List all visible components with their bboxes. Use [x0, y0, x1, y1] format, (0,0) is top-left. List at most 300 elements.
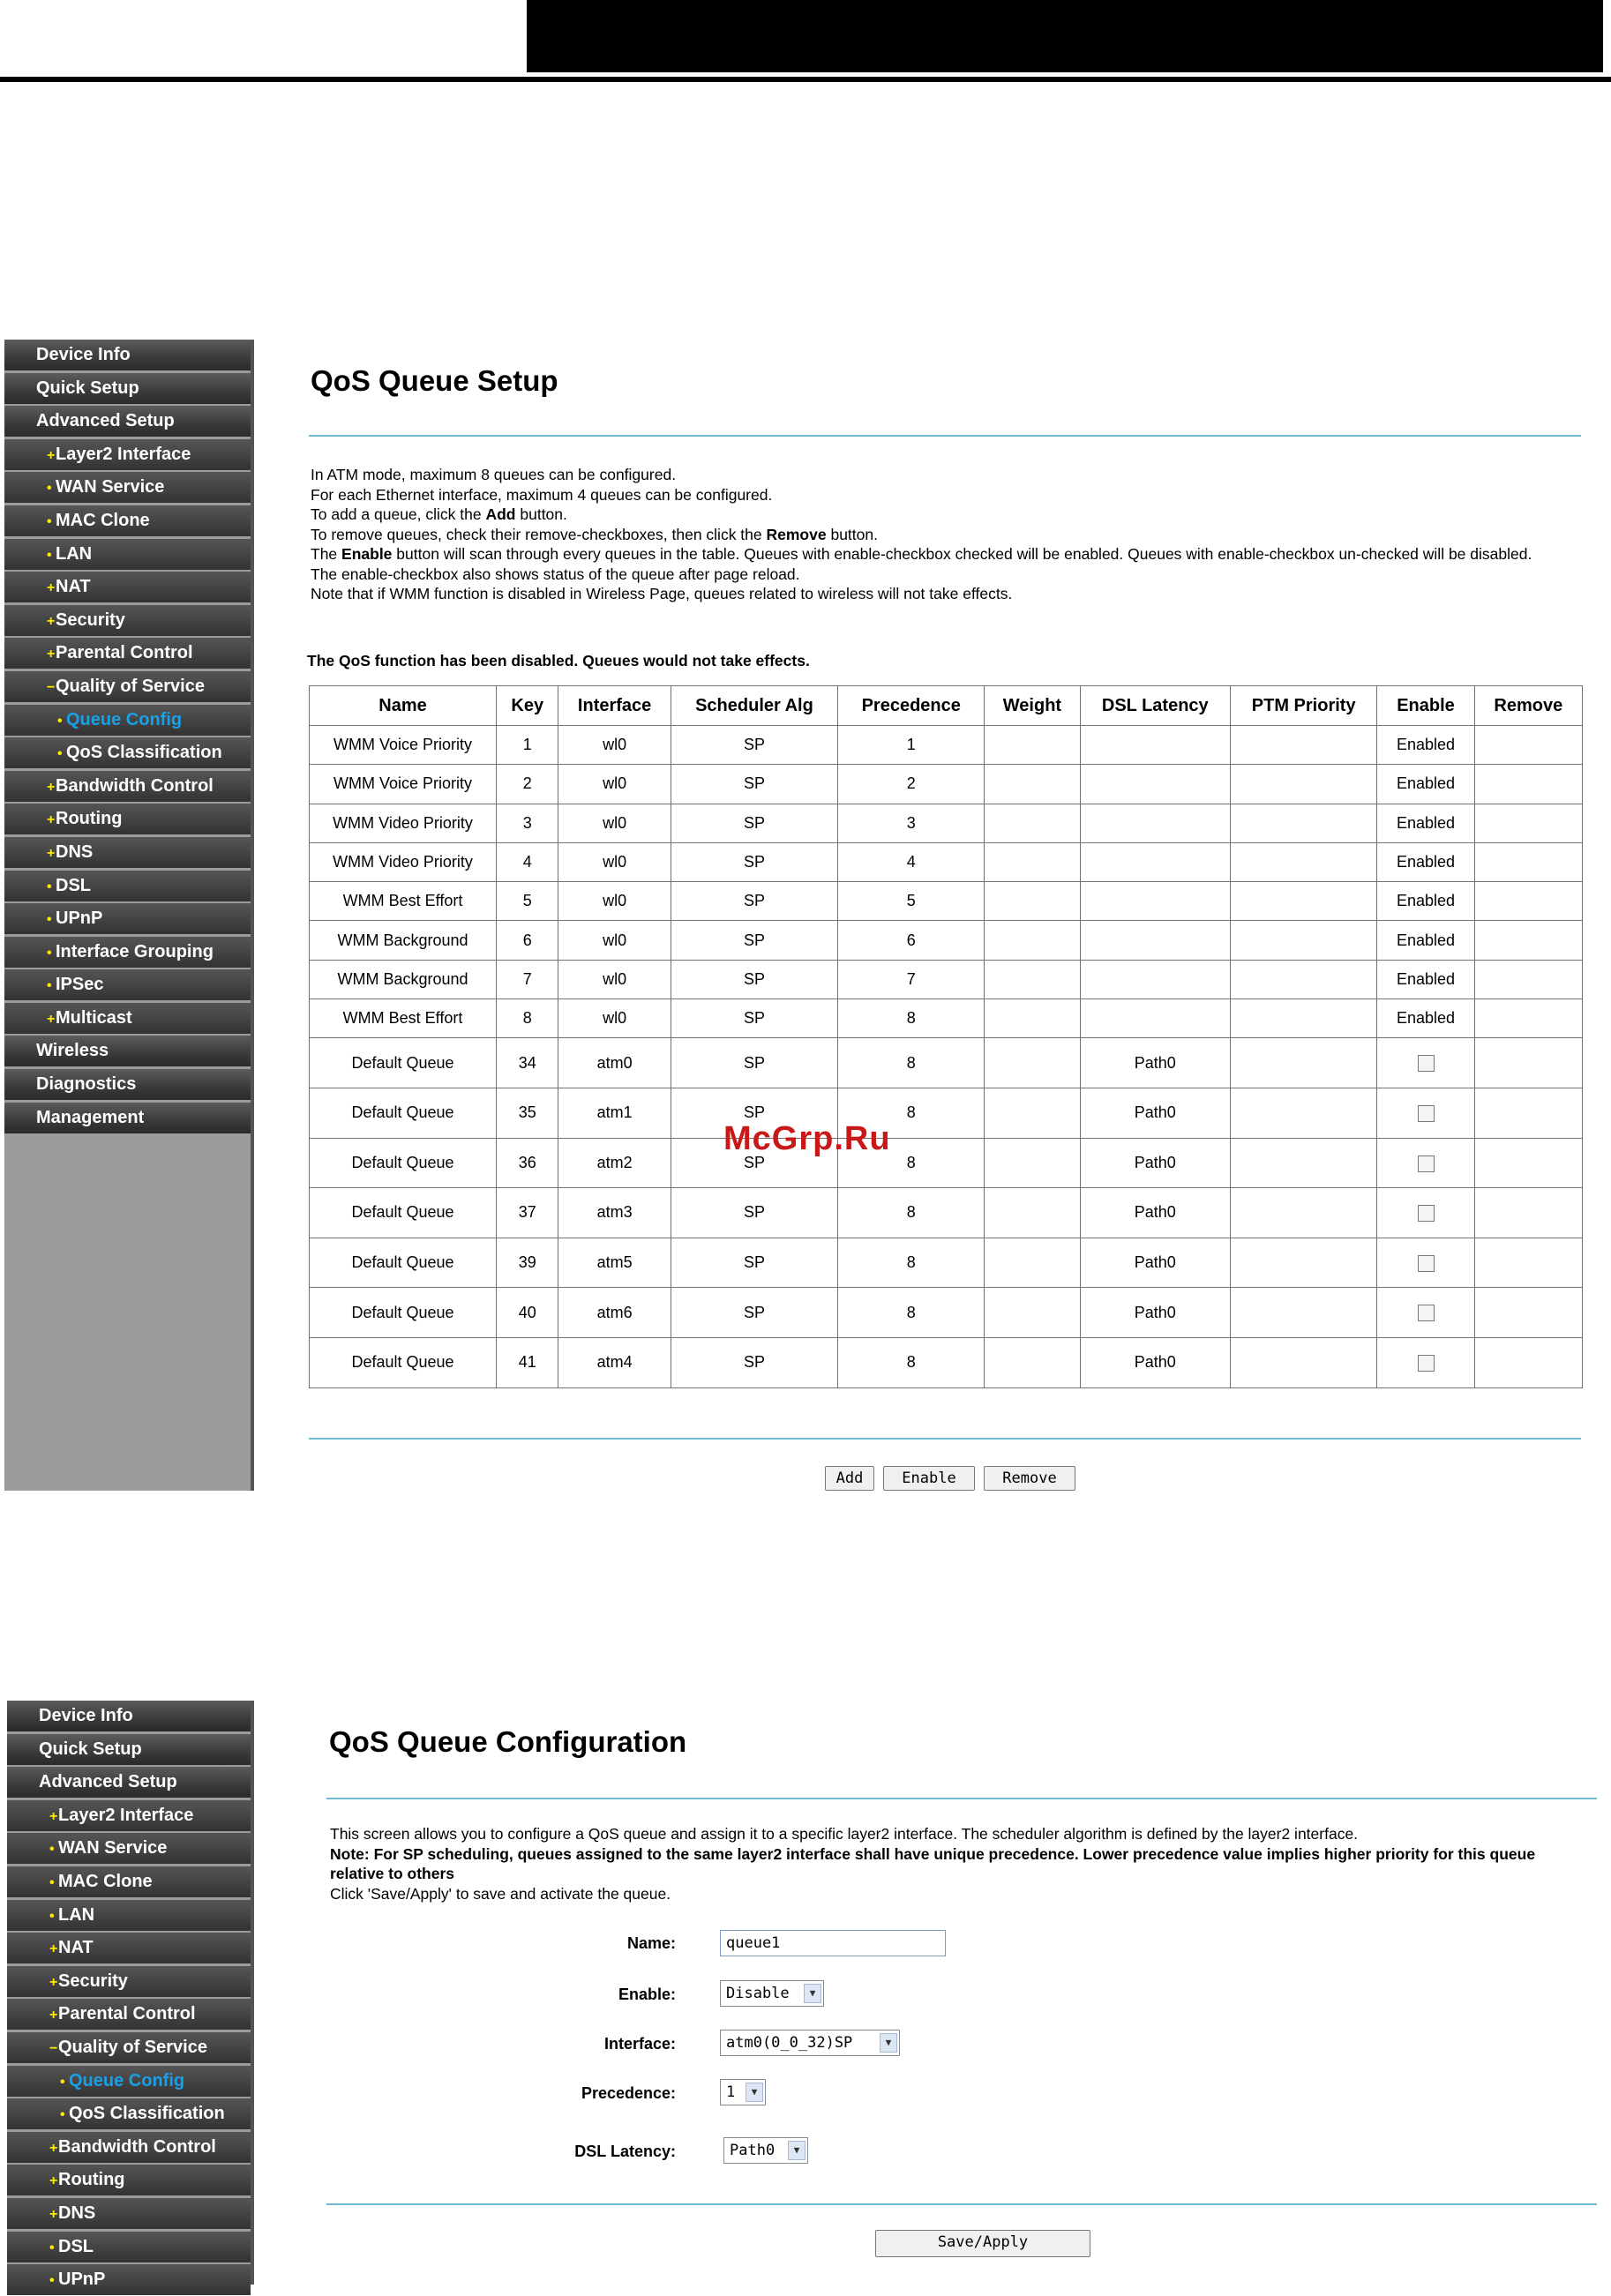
table-cell-prec: 7 [838, 960, 985, 998]
expand-icon: + [47, 1011, 56, 1027]
column-header: Enable [1377, 686, 1474, 726]
desc-text: button will scan through every queues in the table. Queues with enable-checkbox checked will be enabled. Queues with enable-checkbox un-checked will be disabled. [392, 545, 1532, 563]
table-cell-name: WMM Video Priority [310, 804, 497, 842]
table-cell-prec: 8 [838, 1138, 985, 1188]
sidebar-item-wan-service[interactable] [4, 472, 251, 503]
desc-line: In ATM mode, maximum 8 queues can be configured. [311, 466, 677, 483]
table-cell-ptm [1230, 1288, 1376, 1338]
table-cell-prec: 3 [838, 804, 985, 842]
sidebar-item-bandwidth-control[interactable] [4, 771, 251, 802]
sidebar-item-dsl[interactable] [7, 2232, 251, 2262]
table-cell-lat: Path0 [1080, 1337, 1230, 1387]
table-cell-lat: Path0 [1080, 1188, 1230, 1238]
sidebar-item-qos-classification[interactable] [4, 737, 251, 768]
sidebar-item-device-info[interactable] [7, 1701, 251, 1731]
enable-checkbox[interactable] [1418, 1305, 1435, 1321]
sidebar-item-upnp[interactable] [4, 903, 251, 934]
table-cell-prec: 5 [838, 882, 985, 921]
table-cell-name: Default Queue [310, 1288, 497, 1338]
table-cell-key: 8 [497, 999, 558, 1038]
table-cell-alg: SP [671, 842, 837, 881]
table-cell-name: WMM Background [310, 960, 497, 998]
table-cell-enable [1377, 1138, 1474, 1188]
table-cell-alg: SP [671, 804, 837, 842]
table-cell-alg: SP [671, 960, 837, 998]
qos-queue-setup-screen [4, 340, 1611, 1491]
table-cell-lat [1080, 804, 1230, 842]
bullet-icon: • [47, 978, 52, 994]
desc-line [311, 544, 1581, 565]
sidebar-item-label: Advanced Setup [36, 411, 175, 431]
table-cell-iface: wl0 [558, 960, 671, 998]
main-content [254, 340, 1611, 1491]
table-cell-weight [985, 1238, 1080, 1288]
table-cell-enable: Enabled [1377, 765, 1474, 804]
table-cell-key: 6 [497, 921, 558, 960]
table-cell-alg: SP [671, 726, 837, 765]
table-cell-remove [1474, 1088, 1582, 1138]
page-title: QoS Queue Configuration [329, 1725, 687, 1758]
sidebar-item-label: Bandwidth Control [56, 775, 214, 796]
sidebar-item-parental-control[interactable] [4, 638, 251, 669]
sidebar-item-label: Parental Control [58, 2004, 196, 2024]
table-cell-weight [985, 999, 1080, 1038]
table-row [310, 1288, 1583, 1338]
table-row [310, 842, 1583, 881]
sidebar-item-bandwidth-control[interactable] [7, 2132, 251, 2163]
table-cell-ptm [1230, 921, 1376, 960]
table-cell-key: 34 [497, 1038, 558, 1088]
table-cell-weight [985, 882, 1080, 921]
table-cell-key: 37 [497, 1188, 558, 1238]
desc-line: For each Ethernet interface, maximum 4 queues can be configured. [311, 485, 773, 504]
desc-text: To remove queues, check their remove-checkboxes, then click the [311, 525, 767, 543]
table-cell-key: 39 [497, 1238, 558, 1288]
table-cell-remove [1474, 882, 1582, 921]
dsl-latency-select[interactable] [723, 2137, 808, 2164]
expand-icon: + [49, 2140, 58, 2156]
table-cell-enable [1377, 1337, 1474, 1387]
expand-icon: + [47, 845, 56, 861]
table-cell-weight [985, 1288, 1080, 1338]
name-label: Name: [626, 1934, 676, 1952]
sidebar-item-dns[interactable] [4, 837, 251, 868]
table-cell-name: Default Queue [310, 1088, 497, 1138]
table-cell-weight [985, 1038, 1080, 1088]
desc-line: The enable-checkbox also shows status of the queue after page reload. [311, 565, 800, 583]
table-cell-name: Default Queue [310, 1238, 497, 1288]
table-cell-enable [1377, 1038, 1474, 1088]
bullet-icon: • [49, 1908, 55, 1924]
bullet-icon: • [49, 2273, 55, 2289]
sidebar-item-qos-classification[interactable] [7, 2098, 251, 2129]
chevron-down-icon: ▼ [804, 1984, 821, 2003]
table-cell-enable [1377, 1238, 1474, 1288]
bullet-icon: • [57, 746, 63, 762]
column-header: Name [310, 686, 497, 726]
precedence-value: 1 [726, 2083, 736, 2101]
table-cell-enable: Enabled [1377, 960, 1474, 998]
add-button[interactable]: Add [825, 1466, 874, 1491]
table-cell-iface: atm6 [558, 1288, 671, 1338]
desc-text: Remove [766, 525, 827, 543]
enable-checkbox[interactable] [1418, 1155, 1435, 1172]
table-row [310, 765, 1583, 804]
column-header: PTM Priority [1230, 686, 1376, 726]
table-cell-alg: SP [671, 1038, 837, 1088]
desc-text: Enable [341, 545, 393, 563]
sidebar-item-label: MAC Clone [56, 510, 150, 530]
table-cell-prec: 8 [838, 1288, 985, 1338]
sidebar-item-wireless[interactable] [4, 1036, 251, 1066]
table-cell-prec: 8 [838, 999, 985, 1038]
sidebar-item-advanced-setup[interactable] [4, 406, 251, 437]
sidebar-item-mac-clone[interactable] [4, 505, 251, 536]
table-cell-name: WMM Best Effort [310, 882, 497, 921]
table-cell-ptm [1230, 1238, 1376, 1288]
bullet-icon: • [47, 879, 52, 894]
bullet-icon: • [60, 2107, 65, 2123]
desc-text: button. [826, 525, 878, 543]
table-cell-name: Default Queue [310, 1337, 497, 1387]
table-cell-key: 2 [497, 765, 558, 804]
table-cell-enable: Enabled [1377, 842, 1474, 881]
enable-checkbox[interactable] [1418, 1105, 1435, 1122]
table-cell-prec: 8 [838, 1337, 985, 1387]
column-header: DSL Latency [1080, 686, 1230, 726]
table-cell-ptm [1230, 999, 1376, 1038]
sidebar-item-label: DNS [56, 841, 94, 862]
chevron-down-icon: ▼ [746, 2083, 763, 2102]
sidebar-item-label: Security [56, 610, 125, 630]
table-cell-key: 36 [497, 1138, 558, 1188]
enable-select[interactable] [720, 1980, 824, 2007]
bullet-icon: • [49, 2240, 55, 2255]
sidebar-item-ipsec[interactable] [4, 969, 251, 1000]
table-cell-ptm [1230, 882, 1376, 921]
sidebar-item-label: Security [58, 1971, 128, 1991]
name-input[interactable]: queue1 [720, 1930, 946, 1956]
sidebar-item-dns[interactable] [7, 2198, 251, 2229]
collapse-icon: − [47, 679, 56, 695]
table-cell-alg: SP [671, 1288, 837, 1338]
sidebar-item-label: DNS [58, 2203, 96, 2223]
table-cell-iface: atm3 [558, 1188, 671, 1238]
sidebar-item-diagnostics[interactable] [4, 1069, 251, 1100]
expand-icon: + [47, 613, 56, 629]
table-row [310, 999, 1583, 1038]
qos-queue-config-screen [7, 1701, 1611, 2290]
enable-label: Enable: [618, 1986, 676, 2003]
expand-icon: + [49, 2173, 58, 2189]
sidebar-item-label: Quality of Service [56, 676, 205, 696]
table-cell-prec: 6 [838, 921, 985, 960]
sidebar-item-nat[interactable] [7, 1933, 251, 1963]
bullet-icon: • [49, 1874, 55, 1890]
table-cell-weight [985, 726, 1080, 765]
sidebar-item-lan[interactable] [4, 539, 251, 570]
sidebar-item-label: DSL [56, 875, 91, 895]
expand-icon: + [47, 779, 56, 795]
table-cell-remove [1474, 804, 1582, 842]
dsl-latency-value: Path0 [730, 2142, 776, 2159]
precedence-label: Precedence: [581, 2084, 676, 2102]
sidebar-item-wan-service[interactable] [7, 1833, 251, 1864]
sidebar-item-nat[interactable] [4, 572, 251, 602]
table-cell-remove [1474, 921, 1582, 960]
collapse-icon: − [49, 2040, 58, 2056]
enable-checkbox[interactable] [1418, 1055, 1435, 1072]
table-row [310, 1238, 1583, 1288]
table-cell-key: 1 [497, 726, 558, 765]
table-cell-remove [1474, 1337, 1582, 1387]
sidebar-item-quick-setup[interactable] [7, 1734, 251, 1765]
table-cell-enable: Enabled [1377, 804, 1474, 842]
sidebar-item-label: Quick Setup [36, 378, 139, 398]
sidebar-item-label: DSL [58, 2236, 94, 2256]
table-cell-name: WMM Best Effort [310, 999, 497, 1038]
table-cell-lat [1080, 921, 1230, 960]
table-cell-weight [985, 804, 1080, 842]
bottom-rule [326, 2203, 1597, 2205]
table-cell-prec: 4 [838, 842, 985, 881]
table-cell-lat: Path0 [1080, 1238, 1230, 1288]
note-text: Note: For SP scheduling, queues assigned to the same layer2 interface shall have unique precedence. Lower precedence value implies higher priority for this queue relative to others [330, 1844, 1536, 1882]
expand-icon: + [47, 812, 56, 828]
sidebar-item-multicast[interactable] [4, 1003, 251, 1034]
sidebar-item-label: LAN [58, 1904, 95, 1925]
expand-icon: + [47, 580, 56, 596]
table-cell-remove [1474, 999, 1582, 1038]
table-cell-ptm [1230, 765, 1376, 804]
table-cell-iface: wl0 [558, 765, 671, 804]
table-cell-name: Default Queue [310, 1038, 497, 1088]
sidebar-item-layer2-interface[interactable] [7, 1800, 251, 1831]
table-cell-remove [1474, 765, 1582, 804]
table-cell-prec: 2 [838, 765, 985, 804]
table-cell-weight [985, 842, 1080, 881]
expand-icon: + [47, 647, 56, 662]
table-cell-alg: SP [671, 1088, 837, 1138]
desc-text: button. [515, 505, 567, 523]
table-cell-remove [1474, 1188, 1582, 1238]
table-cell-alg: SP [671, 999, 837, 1038]
table-cell-name: WMM Voice Priority [310, 765, 497, 804]
sidebar-item-lan[interactable] [7, 1900, 251, 1931]
table-cell-ptm [1230, 1188, 1376, 1238]
sidebar-item-label: UPnP [58, 2270, 106, 2290]
table-cell-enable: Enabled [1377, 921, 1474, 960]
table-cell-key: 41 [497, 1337, 558, 1387]
table-cell-iface: wl0 [558, 842, 671, 881]
sidebar-item-device-info[interactable] [4, 340, 251, 370]
remove-button[interactable]: Remove [984, 1466, 1075, 1491]
column-header: Remove [1474, 686, 1582, 726]
sidebar-item-advanced-setup[interactable] [7, 1767, 251, 1798]
table-cell-ptm [1230, 842, 1376, 881]
desc-text: Add [485, 505, 516, 523]
table-cell-enable [1377, 1188, 1474, 1238]
sidebar-item-queue-config[interactable] [4, 705, 251, 736]
main-content [254, 1701, 1611, 2285]
click-text: Click 'Save/Apply' to save and activate the queue. [330, 1884, 671, 1903]
desc-text: To add a queue, click the [311, 505, 486, 523]
table-cell-iface: atm2 [558, 1138, 671, 1188]
table-cell-iface: wl0 [558, 921, 671, 960]
bullet-icon: • [49, 1842, 55, 1858]
sidebar-item-layer2-interface[interactable] [4, 439, 251, 470]
title-rule [326, 1798, 1597, 1799]
table-cell-alg: SP [671, 882, 837, 921]
table-row [310, 1188, 1583, 1238]
table-cell-iface: atm0 [558, 1038, 671, 1088]
sidebar-item-label: Device Info [36, 345, 131, 364]
precedence-select[interactable] [720, 2079, 766, 2105]
table-row [310, 1337, 1583, 1387]
table-cell-remove [1474, 1138, 1582, 1188]
sidebar-item-quality-of-service[interactable] [7, 2032, 251, 2063]
column-header: Weight [985, 686, 1080, 726]
table-cell-enable [1377, 1288, 1474, 1338]
table-cell-lat [1080, 765, 1230, 804]
sidebar-item-security[interactable] [4, 605, 251, 636]
title-rule [309, 435, 1581, 437]
table-row [310, 882, 1583, 921]
sidebar-item-routing[interactable] [4, 804, 251, 834]
expand-icon: + [49, 1974, 58, 1990]
bullet-icon: • [57, 713, 63, 729]
table-row [310, 1038, 1583, 1088]
bullet-icon: • [47, 547, 52, 563]
table-cell-lat: Path0 [1080, 1038, 1230, 1088]
enable-checkbox[interactable] [1418, 1205, 1435, 1222]
table-cell-lat [1080, 960, 1230, 998]
sidebar-item-label: MAC Clone [58, 1871, 153, 1891]
interface-select[interactable] [720, 2030, 900, 2056]
table-cell-prec: 1 [838, 726, 985, 765]
sidebar-item-dsl[interactable] [4, 871, 251, 901]
sidebar-item-quality-of-service[interactable] [4, 671, 251, 702]
table-cell-lat [1080, 726, 1230, 765]
table-cell-remove [1474, 1038, 1582, 1088]
table-cell-weight [985, 1337, 1080, 1387]
enable-value: Disable [726, 1985, 790, 2002]
table-row [310, 921, 1583, 960]
sidebar-item-security[interactable] [7, 1966, 251, 1997]
table-row [310, 1088, 1583, 1138]
chevron-down-icon: ▼ [788, 2141, 806, 2160]
column-header: Scheduler Alg [671, 686, 837, 726]
table-cell-prec: 8 [838, 1088, 985, 1138]
table-cell-ptm [1230, 1088, 1376, 1138]
table-cell-weight [985, 1138, 1080, 1188]
table-cell-weight [985, 765, 1080, 804]
table-cell-key: 4 [497, 842, 558, 881]
interface-label: Interface: [603, 2035, 676, 2053]
enable-checkbox[interactable] [1418, 1255, 1435, 1272]
table-cell-name: WMM Background [310, 921, 497, 960]
table-cell-iface: atm1 [558, 1088, 671, 1138]
expand-icon: + [49, 1941, 58, 1957]
sidebar-item-label: NAT [56, 577, 91, 597]
sidebar-item-upnp[interactable] [7, 2264, 251, 2295]
sidebar-item-label: Multicast [56, 1007, 132, 1028]
table-cell-remove [1474, 1238, 1582, 1288]
bullet-icon: • [47, 513, 52, 529]
bullet-icon: • [47, 912, 52, 928]
sidebar-item-routing[interactable] [7, 2165, 251, 2195]
sidebar-item-label: Bandwidth Control [58, 2136, 216, 2157]
desc-line [311, 525, 1581, 545]
table-cell-ptm [1230, 1038, 1376, 1088]
desc-text: The [311, 545, 342, 563]
sidebar-item-management[interactable] [4, 1103, 251, 1133]
sidebar-nav [7, 1701, 254, 2290]
header-black-bar [527, 0, 1603, 72]
qos-disabled-warning: The QoS function has been disabled. Queues would not take effects. [307, 652, 810, 669]
table-cell-remove [1474, 1288, 1582, 1338]
sidebar-item-label: Diagnostics [36, 1074, 137, 1095]
sidebar-item-label: Management [36, 1107, 145, 1127]
intro-text: This screen allows you to configure a QoS queue and assign it to a specific layer2 interface. The scheduler algorithm is defined by the layer2 interface. [330, 1825, 1359, 1843]
table-cell-ptm [1230, 726, 1376, 765]
table-cell-iface: atm5 [558, 1238, 671, 1288]
sidebar-item-label: Wireless [36, 1041, 109, 1061]
sidebar-item-label: QoS Classification [69, 2104, 225, 2124]
sidebar-item-label: Routing [56, 809, 123, 829]
sidebar-item-label: WAN Service [56, 477, 165, 497]
sidebar-item-label: WAN Service [58, 1838, 168, 1858]
sidebar-item-label: Queue Config [66, 709, 183, 729]
sidebar-item-parental-control[interactable] [7, 1999, 251, 2030]
bullet-icon: • [60, 2074, 65, 2090]
table-cell-remove [1474, 842, 1582, 881]
table-cell-weight [985, 1188, 1080, 1238]
sidebar-item-mac-clone[interactable] [7, 1866, 251, 1897]
table-cell-iface: wl0 [558, 804, 671, 842]
table-cell-alg: SP [671, 921, 837, 960]
sidebar-item-label: UPnP [56, 909, 103, 929]
table-cell-name: Default Queue [310, 1138, 497, 1188]
expand-icon: + [49, 1808, 58, 1824]
page-title: QoS Queue Setup [311, 364, 558, 397]
table-cell-lat: Path0 [1080, 1138, 1230, 1188]
table-cell-key: 3 [497, 804, 558, 842]
expand-icon: + [49, 2008, 58, 2023]
table-cell-iface: atm4 [558, 1337, 671, 1387]
table-row [310, 804, 1583, 842]
table-row [310, 960, 1583, 998]
enable-checkbox[interactable] [1418, 1355, 1435, 1372]
save-apply-button[interactable]: Save/Apply [875, 2230, 1090, 2257]
sidebar-item-quick-setup[interactable] [4, 373, 251, 404]
enable-button[interactable]: Enable [883, 1466, 975, 1491]
interface-value: atm0(0_0_32)SP [726, 2034, 853, 2052]
sidebar-item-queue-config[interactable] [7, 2066, 251, 2097]
sidebar-item-interface-grouping[interactable] [4, 937, 251, 968]
table-cell-iface: wl0 [558, 726, 671, 765]
table-cell-alg: SP [671, 1337, 837, 1387]
desc-line: Note that if WMM function is disabled in Wireless Page, queues related to wireless will not take effects. [311, 585, 1013, 602]
column-header: Interface [558, 686, 671, 726]
table-row [310, 726, 1583, 765]
chevron-down-icon: ▼ [880, 2033, 897, 2053]
sidebar-nav [4, 340, 254, 1491]
sidebar-item-label: Routing [58, 2170, 125, 2190]
table-cell-ptm [1230, 1337, 1376, 1387]
bottom-rule [309, 1438, 1581, 1440]
bullet-icon: • [47, 945, 52, 961]
